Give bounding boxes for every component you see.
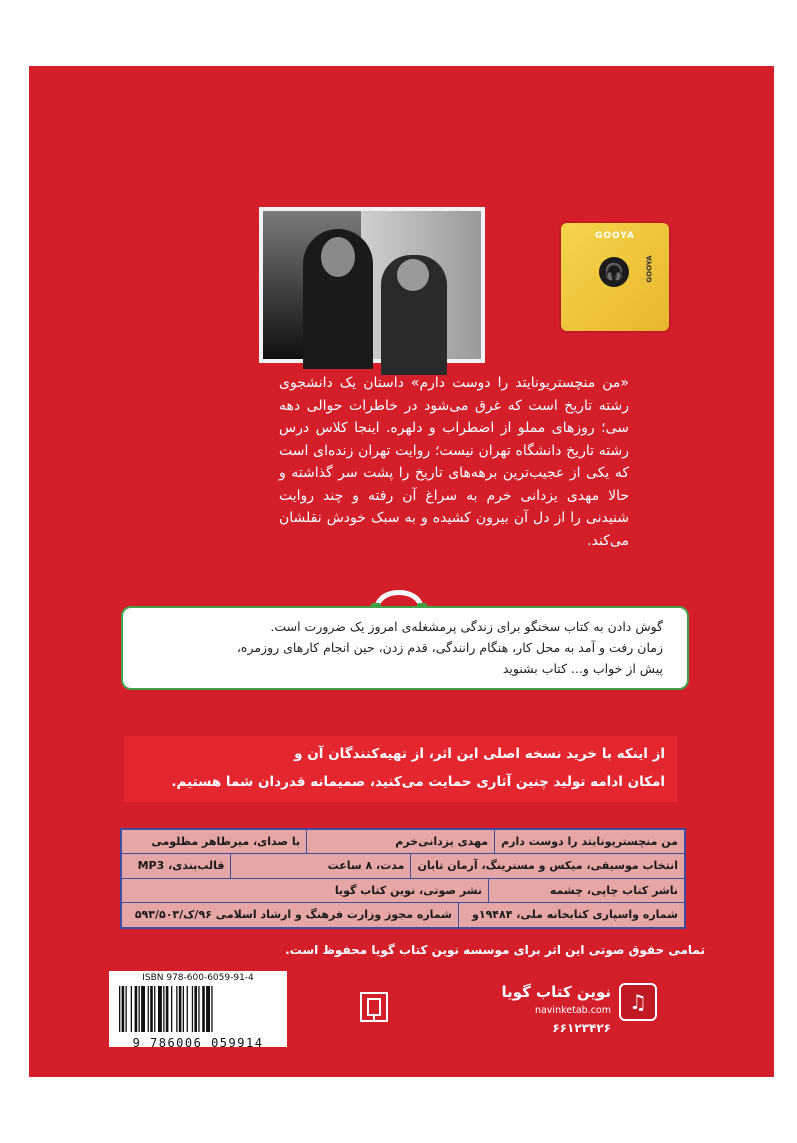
info-row (122, 903, 684, 927)
isbn-label: ISBN 978-600-6059-91-4 (142, 973, 254, 983)
book-back-cover (29, 66, 774, 1077)
info-national-library: شماره واسپاری کتابخانه ملی، ۱۹۴۸۴و (458, 903, 684, 927)
book-headphones-icon: ♫ (619, 983, 657, 1021)
barcode-bars (115, 986, 281, 1032)
author-photo (259, 207, 485, 363)
info-music: انتخاب موسیقی، میکس و مسترینگ، آرمان تابان (410, 854, 684, 877)
info-title: من منچستریونایتد را دوست دارم (494, 830, 684, 853)
isbn-barcode (109, 971, 287, 1050)
headphones-icon: 🎧 (599, 257, 629, 287)
sticker-side-brand: GOOYA (645, 255, 654, 283)
info-row (122, 879, 684, 903)
listen-line-3: پیش از خواب و... کتاب بشنوید (502, 661, 663, 676)
info-row (122, 854, 684, 878)
info-print-publisher: ناشر کتاب چاپی، چشمه (488, 879, 684, 902)
info-duration: مدت، ۸ ساعت (230, 854, 410, 877)
person-left (303, 229, 373, 369)
support-line-1: از اینکه با خرید نسخه اصلی این اثر، از تهیه‌کنندگان آن و (294, 746, 665, 762)
info-narrator: با صدای، میرطاهر مظلومی (151, 835, 301, 848)
support-line-2: امکان ادامه تولید چنین آثاری حمایت می‌کنید، صمیمانه قدردان شما هستیم. (171, 774, 665, 790)
support-thanks-banner (124, 736, 677, 802)
info-audio-publisher: نشر صوتی، نوین کتاب گویا (334, 883, 482, 897)
novin-phone: ۶۶۱۲۳۴۲۶ (552, 1021, 611, 1035)
novin-brand-name: نوین کتاب گویا (501, 983, 611, 1001)
person-right (381, 255, 447, 375)
info-row (122, 830, 684, 854)
cheshmeh-publisher-logo (359, 991, 389, 1027)
sticker-brand: GOOYA (595, 231, 635, 241)
listening-info-box (121, 606, 689, 690)
gooya-hologram-sticker (561, 223, 669, 331)
info-author: مهدی یزدانی‌خرم (306, 830, 494, 853)
book-info-table (120, 828, 686, 929)
book-blurb: «من منچستریونایتد را دوست دارم» داستان یک دانشجوی رشته تاریخ است که غرق می‌شود در خاطرات حوالی دهه سی؛ روزهای مملو از اضطراب و دلهره. اینجا کلاس درس رشته تاریخ دانشگاه تهران نیست؛ روایت تهران زنده‌ای است که یکی از عجیب‌ترین برهه‌های تاریخ را پشت سر گذاشته و حالا مهدی یزدانی خرم به سراغ آن رفته و چند روایت شنیدنی را از دل آن بیرون کشیده و به سبک خودش نقلشان می‌کند. (279, 375, 629, 549)
listen-line-1: گوش دادن به کتاب سخنگو برای زندگی پرمشغله‌ی امروز یک ضرورت است. (270, 619, 663, 634)
isbn-digits: 9 786006 059914 (132, 1036, 264, 1050)
novin-ketab-logo (497, 981, 657, 1051)
info-format: قالب‌بندی، MP3 (137, 859, 225, 873)
info-license: شماره مجوز وزارت فرهنگ و ارشاد اسلامی ۹۶/ک/۵۹۳/۵۰۳ (134, 907, 452, 921)
novin-url: navinketab.com (534, 1005, 611, 1016)
copyright-notice: تمامی حقوق صوتی این اثر برای موسسه نوین کتاب گویا محفوظ است. (285, 943, 705, 957)
listen-line-2: زمان رفت و آمد به محل کار، هنگام رانندگی، قدم زدن، حین انجام کارهای روزمره، (236, 640, 663, 655)
